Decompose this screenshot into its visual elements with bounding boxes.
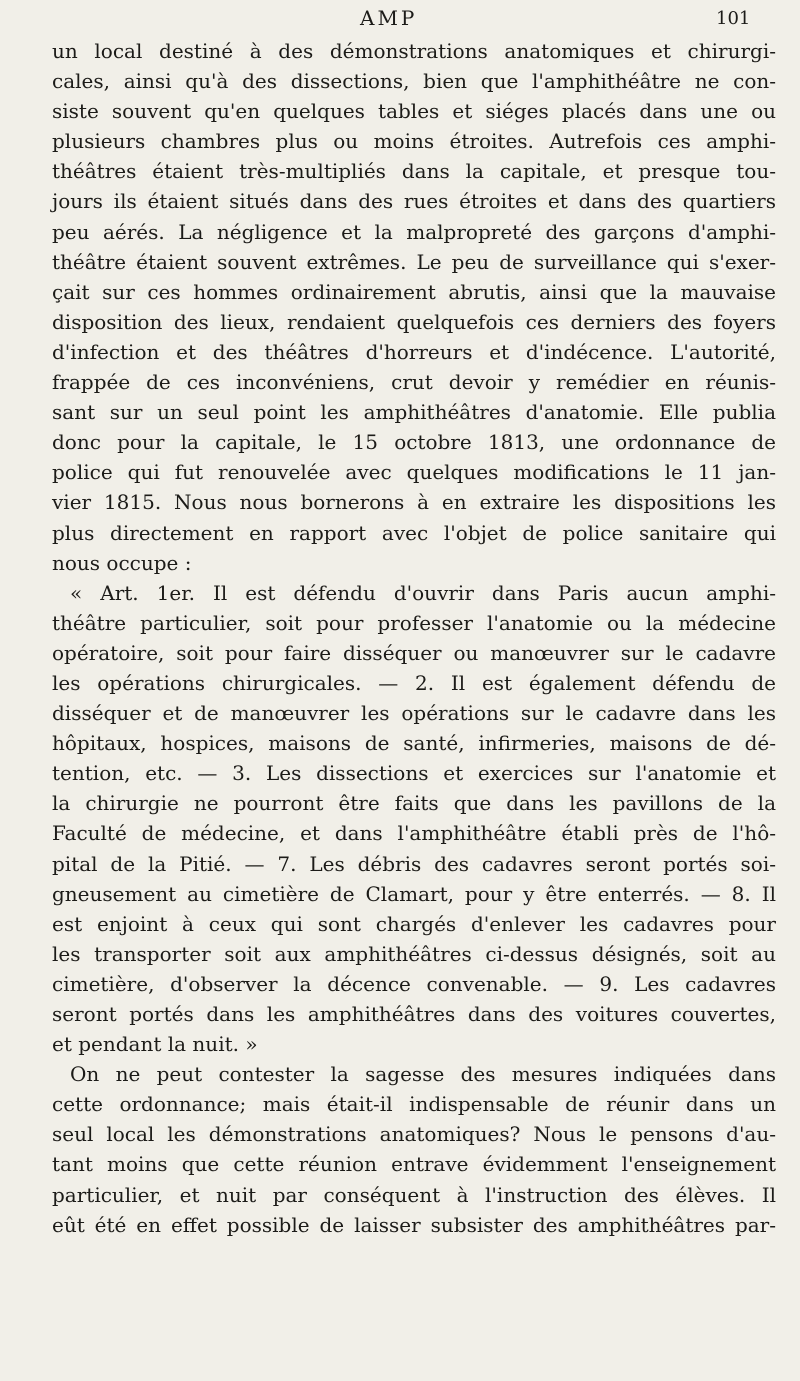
text-line: peu aérés. La négligence et la malpropreté des garçons d'amphi- <box>52 219 776 244</box>
text-line: cimetière, d'observer la décence convenable. — 9. Les cadavres <box>52 971 776 996</box>
running-title: AMP <box>360 6 418 30</box>
body-text <box>52 36 776 1240</box>
text-line: police qui fut renouvelée avec quelques modifications le 11 jan- <box>52 460 776 485</box>
text-line: disposition des lieux, rendaient quelquefois ces derniers des foyers <box>52 309 776 334</box>
text-line: les opérations chirurgicales. — 2. Il est également défendu de <box>52 670 776 695</box>
text-line: seront portés dans les amphithéâtres dans des voitures couvertes, <box>52 1002 776 1026</box>
text-line: eût été en effet possible de laisser subsister des amphithéâtres par- <box>52 1212 776 1237</box>
text-line: frappée de ces inconvéniens, crut devoir y remédier en réunis- <box>52 370 776 395</box>
text-line: opératoire, soit pour faire disséquer ou manœuvrer sur le cadavre <box>52 640 776 665</box>
text-line: jours ils étaient situés dans des rues étroites et dans des quartiers <box>52 189 776 214</box>
text-line: la chirurgie ne pourront être faits que dans les pavillons de la <box>52 791 776 816</box>
text-line: théâtre étaient souvent extrêmes. Le peu de surveillance qui s'exer- <box>52 249 776 274</box>
running-header <box>0 6 800 36</box>
text-line: seul local les démonstrations anatomiques? Nous le pensons d'au- <box>52 1122 776 1147</box>
text-line: On ne peut contester la sagesse des mesures indiquées dans <box>70 1062 776 1087</box>
text-line: cales, ainsi qu'à des dissections, bien que l'amphithéâtre ne con- <box>52 69 776 94</box>
text-line: théâtres étaient très-multipliés dans la capitale, et presque tou- <box>52 159 776 184</box>
text-line: d'infection et des théâtres d'horreurs et d'indécence. L'autorité, <box>52 339 776 364</box>
text-line: particulier, et nuit par conséquent à l'instruction des élèves. Il <box>52 1182 776 1207</box>
text-line: pital de la Pitié. — 7. Les débris des cadavres seront portés soi- <box>52 851 776 876</box>
text-line: çait sur ces hommes ordinairement abrutis, ainsi que la mauvaise <box>52 279 776 304</box>
text-line: gneusement au cimetière de Clamart, pour y être enterrés. — 8. Il <box>52 881 776 906</box>
text-line: disséquer et de manœuvrer les opérations sur le cadavre dans les <box>52 701 776 726</box>
text-line: et pendant la nuit. » <box>52 1032 258 1057</box>
text-line: un local destiné à des démonstrations anatomiques et chirurgi- <box>52 39 776 63</box>
text-line: tention, etc. — 3. Les dissections et exercices sur l'anatomie et <box>52 761 776 786</box>
text-line: Faculté de médecine, et dans l'amphithéâtre établi près de l'hô- <box>52 821 776 846</box>
text-line: siste souvent qu'en quelques tables et siéges placés dans une ou <box>52 99 776 124</box>
text-line: hôpitaux, hospices, maisons de santé, infirmeries, maisons de dé- <box>52 731 776 756</box>
text-line: les transporter soit aux amphithéâtres ci-dessus désignés, soit au <box>52 941 776 966</box>
text-line: sant sur un seul point les amphithéâtres d'anatomie. Elle publia <box>52 400 776 425</box>
text-line: vier 1815. Nous nous bornerons à en extraire les dispositions les <box>52 490 776 515</box>
text-line: est enjoint à ceux qui sont chargés d'enlever les cadavres pour <box>52 911 776 936</box>
text-line: théâtre particulier, soit pour professer l'anatomie ou la médecine <box>52 610 776 635</box>
text-line: « Art. 1er. Il est défendu d'ouvrir dans Paris aucun amphi- <box>70 580 776 605</box>
text-line: plus directement en rapport avec l'objet de police sanitaire qui <box>52 520 776 545</box>
text-line: nous occupe : <box>52 550 192 575</box>
text-line: donc pour la capitale, le 15 octobre 1813, une ordonnance de <box>52 430 776 455</box>
page-number: 101 <box>716 8 751 29</box>
text-line: plusieurs chambres plus ou moins étroites. Autrefois ces amphi- <box>52 129 776 154</box>
text-line: tant moins que cette réunion entrave évidemment l'enseignement <box>52 1152 776 1177</box>
text-line: cette ordonnance; mais était-il indispensable de réunir dans un <box>52 1092 776 1117</box>
